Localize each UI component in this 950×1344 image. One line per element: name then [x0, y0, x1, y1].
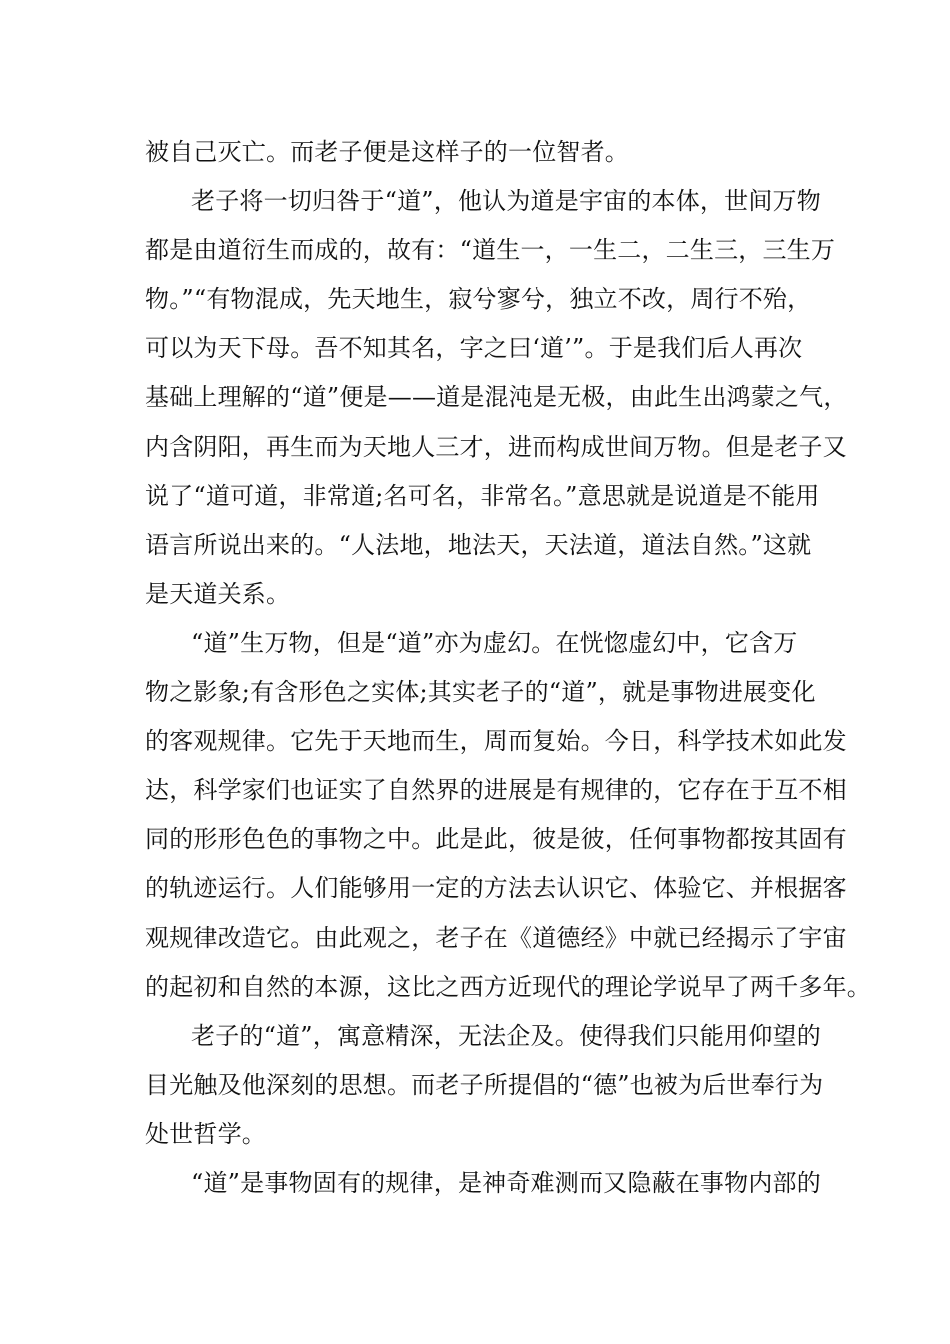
text-line: 达，科学家们也证实了自然界的进展是有规律的，它存在于互不相 — [145, 776, 847, 805]
text-line: 物。”“有物混成，先天地生，寂兮寥兮，独立不改，周行不殆， — [145, 285, 812, 314]
text-line: 观规律改造它。由此观之，老子在《道德经》中就已经揭示了宇宙 — [145, 923, 847, 952]
body-text — [145, 132, 871, 1212]
text-line: 都是由道衍生而成的，故有：“道生一，一生二，二生三，三生万 — [145, 236, 836, 265]
text-line: “道”生万物，但是“道”亦为虚幻。在恍惚虚幻中，它含万 — [191, 628, 798, 657]
text-line: 被自己灭亡。而老子便是这样子的一位智者。 — [145, 138, 629, 166]
text-line: 物之影象;有含形色之实体;其实老子的“道”，就是事物进展变化 — [145, 678, 816, 707]
text-line: 的起初和自然的本源，这比之西方近现代的理论学说早了两千多年。 — [145, 972, 871, 1001]
text-line: 处世哲学。 — [145, 1119, 266, 1148]
text-line: 老子将一切归咎于“道”，他认为道是宇宙的本体，世间万物 — [191, 187, 821, 216]
text-line: 可以为天下母。吾不知其名，字之曰‘道’”。于是我们后人再次 — [145, 334, 803, 363]
text-line: 目光触及他深刻的思想。而老子所提倡的“德”也被为后世奉行为 — [145, 1070, 824, 1099]
text-line: “道”是事物固有的规律，是神奇难测而又隐蔽在事物内部的 — [191, 1168, 821, 1197]
text-line: 的轨迹运行。人们能够用一定的方法去认识它、体验它、并根据客 — [145, 874, 847, 903]
text-line: 基础上理解的“道”便是——道是混沌是无极，由此生出鸿蒙之气， — [145, 383, 848, 412]
text-line: 的客观规律。它先于天地而生，周而复始。今日，科学技术如此发 — [145, 727, 847, 756]
text-line: 内含阴阳，再生而为天地人三才，进而构成世间万物。但是老子又 — [145, 432, 847, 461]
text-line: 说了“道可道，非常道;名可名，非常名。”意思就是说道是不能用 — [145, 481, 820, 510]
text-line: 语言所说出来的。“人法地，地法天，天法道，道法自然。”这就 — [145, 530, 812, 559]
text-line: 老子的“道”，寓意精深，无法企及。使得我们只能用仰望的 — [191, 1021, 821, 1050]
text-line: 同的形形色色的事物之中。此是此，彼是彼，任何事物都按其固有 — [145, 825, 847, 854]
text-line: 是天道关系。 — [145, 579, 291, 608]
